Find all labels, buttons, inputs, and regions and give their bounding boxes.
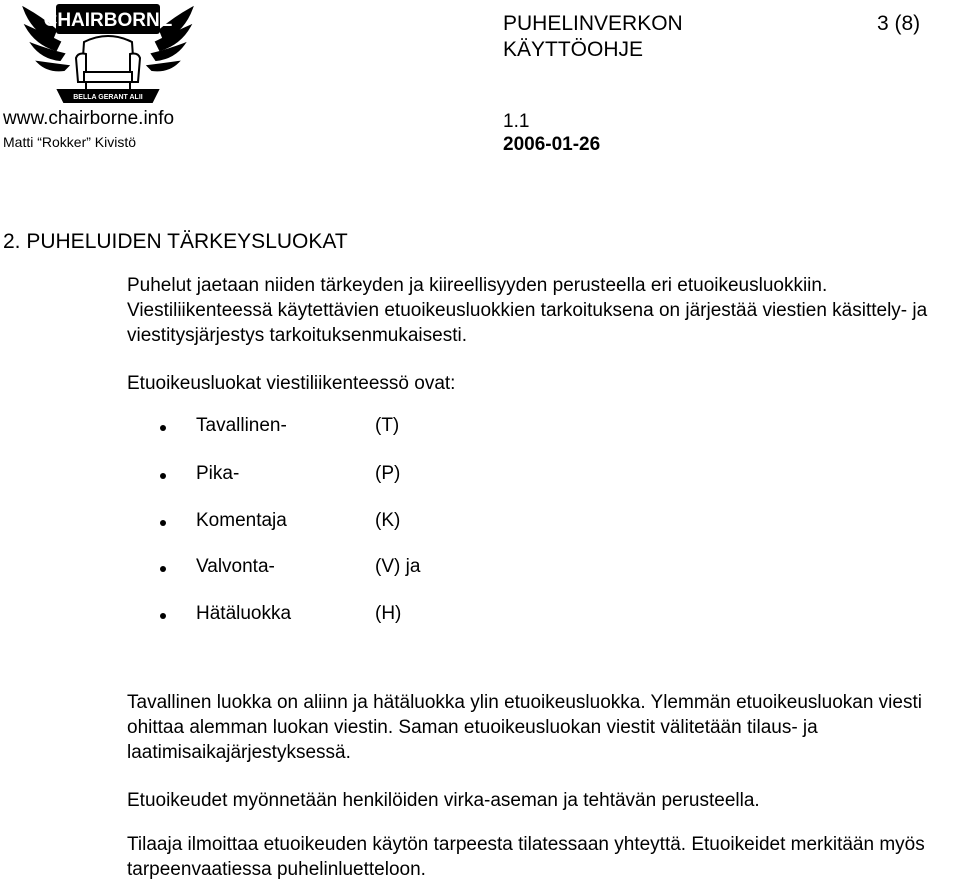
document-version: 1.1 [503, 111, 530, 132]
chairborne-logo-icon [22, 0, 194, 108]
author-name: Matti “Rokker” Kivistö [3, 134, 137, 150]
document-title-line1: PUHELINVERKON [503, 12, 683, 35]
website-link[interactable]: www.chairborne.info [3, 108, 175, 129]
priority-class-name: Hätäluokka [196, 603, 292, 624]
bullet-icon [160, 520, 166, 526]
document-title-line2: KÄYTTÖOHJE [503, 38, 644, 61]
priority-class-code: (V) ja [375, 556, 421, 577]
notify-paragraph: Tilaaja ilmoittaa etuoikeuden käytön tarpeesta tilatessaan yhteyttä. Etuoikeidet merkitään myös tarpeenvaatiessa puhelinluetteloon. [127, 834, 925, 880]
bullet-icon [160, 425, 166, 431]
bullet-icon [160, 566, 166, 572]
intro-paragraph: Puhelut jaetaan niiden tärkeyden ja kiireellisyyden perusteella eri etuoikeusluokkiin. Viestiliikenteessä käytettävien etuoikeusluokkien tarkoituksena on järjestää viestien käsittely- ja viestitysjärjestys tarkoituksenmukaisesti. [127, 275, 928, 346]
logo-brand-text: CHAIRBORNE [43, 10, 173, 31]
priority-class-name: Valvonta- [196, 556, 275, 577]
priority-class-name: Pika- [196, 463, 240, 484]
priority-class-name: Komentaja [196, 510, 287, 531]
grants-paragraph: Etuoikeudet myönnetään henkilöiden virka-aseman ja tehtävän perusteella. [127, 790, 760, 811]
section-heading: 2. PUHELUIDEN TÄRKEYSLUOKAT [3, 230, 348, 253]
bullet-icon [160, 473, 166, 479]
priority-class-code: (T) [375, 415, 400, 436]
priority-class-name: Tavallinen- [196, 415, 287, 436]
priority-class-code: (H) [375, 603, 402, 624]
bullet-icon [160, 613, 166, 619]
list-intro-paragraph: Etuoikeusluokat viestiliikenteessö ovat: [127, 373, 456, 394]
priority-class-code: (K) [375, 510, 401, 531]
logo-banner-text: BELLA GERANT ALII [73, 94, 143, 101]
priority-class-code: (P) [375, 463, 401, 484]
document-date: 2006-01-26 [503, 134, 601, 155]
page-number: 3 (8) [877, 12, 921, 35]
class-order-paragraph: Tavallinen luokka on aliinn ja hätäluokka ylin etuoikeusluokka. Ylemmän etuoikeusluokan viesti ohittaa alemman luokan viestin. Saman etuoikeusluokan viestit välitetään tilaus- ja laatimisaikajärjestyksessä. [127, 692, 922, 763]
